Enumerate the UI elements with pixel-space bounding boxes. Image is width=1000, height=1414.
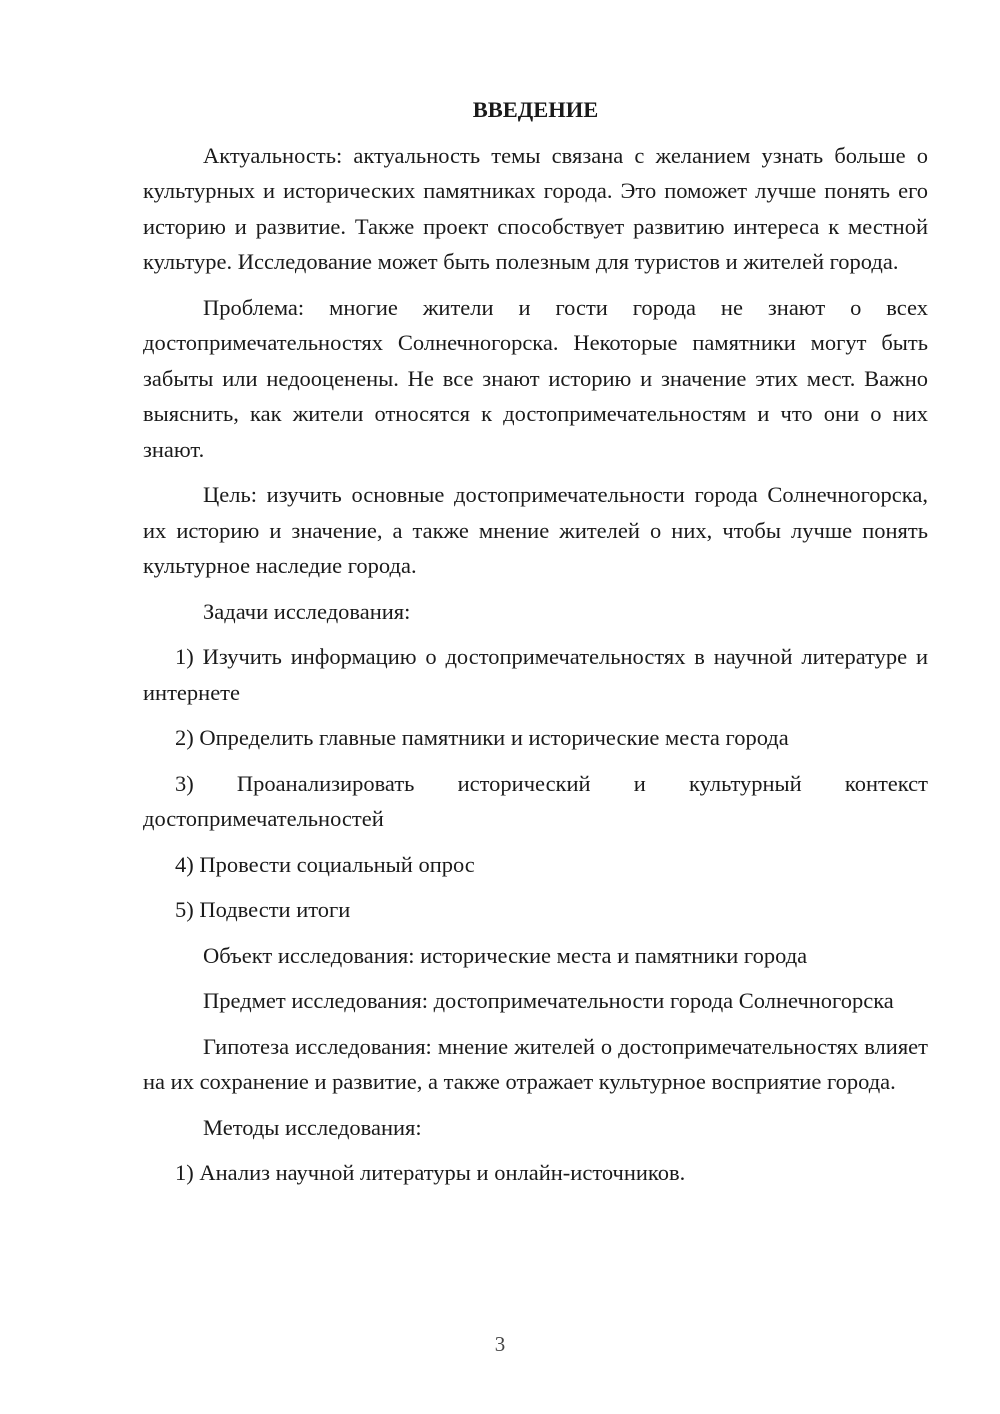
page-number: 3 bbox=[494, 1332, 506, 1356]
method-item-1: 1) Анализ научной литературы и онлайн-источников. bbox=[175, 1160, 686, 1185]
object-paragraph: Объект исследования: исторические места и памятники города bbox=[203, 942, 808, 968]
task-item-4: 4) Провести социальный опрос bbox=[175, 851, 475, 877]
task-item-5: 5) Подвести итоги bbox=[175, 897, 351, 922]
subject-paragraph: Предмет исследования: достопримечательности города Солнечногорска bbox=[203, 988, 894, 1013]
hypothesis-paragraph: Гипотеза исследования: мнение жителей о достопримечательностях влияет на их сохранение и развитие, а также отражает культурное восприятие города. bbox=[143, 1033, 928, 1094]
goal-paragraph: Цель: изучить основные достопримечательности города Солнечногорска, их историю и значение, а также мнение жителей о них, чтобы лучше понять культурное наследие города. bbox=[143, 482, 928, 578]
task-item-2: 2) Определить главные памятники и исторические места города bbox=[175, 725, 789, 750]
task-item-1: 1) Изучить информацию о достопримечательностях в научной литературе и интернете bbox=[143, 644, 928, 705]
methods-heading: Методы исследования: bbox=[203, 1114, 422, 1140]
document-page bbox=[143, 92, 928, 1201]
relevance-paragraph: Актуальность: актуальность темы связана с желанием узнать больше о культурных и исторических памятниках города. Это поможет лучше понять его историю и развитие. Также проект способствует развитию интереса к местной культуре. Исследование может быть полезным для туристов и жителей города. bbox=[143, 142, 928, 274]
tasks-heading: Задачи исследования: bbox=[203, 598, 411, 624]
problem-paragraph: Проблема: многие жители и гости города не знают о всех достопримечательностях Солнечногорска. Некоторые памятники могут быть забыты или недооценены. Не все знают историю и значение этих мест. Важно выяснить, как жители относятся к достопримечательностям и что они о них знают. bbox=[143, 294, 928, 462]
section-title: ВВЕДЕНИЕ bbox=[472, 97, 599, 122]
task-item-3: 3) Проанализировать исторический и культурный контекст достопримечательностей bbox=[143, 770, 928, 831]
